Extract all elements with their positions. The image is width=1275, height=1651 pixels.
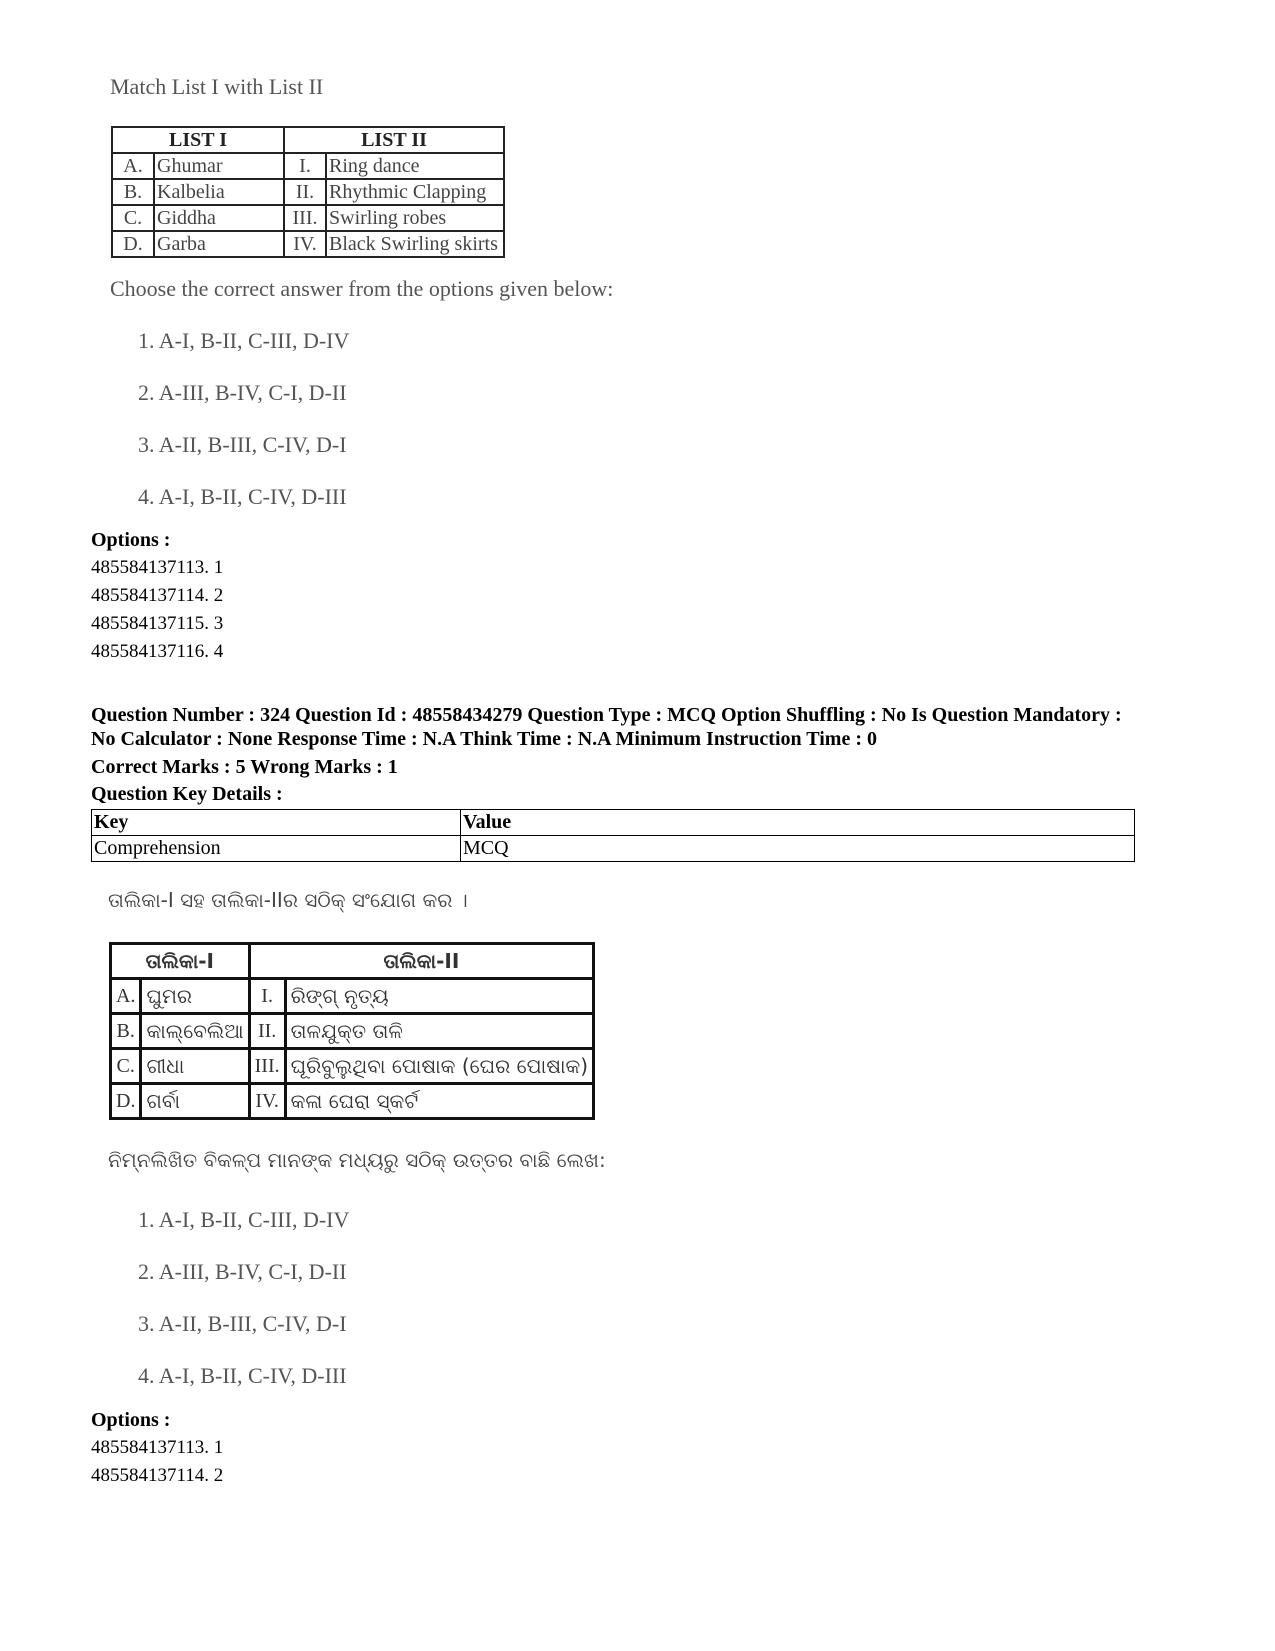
odia-list1-header: ତାଲିକା-I [111,944,250,979]
row-letter: D. [112,231,154,257]
key-header: Key [92,810,461,836]
table-row [111,979,594,1014]
q1-match-table [111,126,505,258]
table-row [112,205,504,231]
table-row [112,179,504,205]
q2-odia-intro: ତାଲିକା-I ସହ ତାଲିକା-IIର ସଠିକ୍ ସଂଯୋଗ କର । [108,888,468,912]
row-letter: D. [111,1084,141,1119]
value-header: Value [461,810,1135,836]
q2-answer-1: 1. A-I, B-II, C-III, D-IV [138,1207,350,1232]
list1-cell: କାଲ୍‌ବେଲିଆ [141,1014,249,1049]
q2-odia-choose-text: ନିମ୍ନଲିଖିତ ବିକଳ୍ପ ମାନଙ୍କ ମଧ୍ୟରୁ ସଠିକ୍ ଉତ୍ତର ବାଛି ଲେଖ: [108,1148,606,1172]
list2-cell: କଳା ଘେରା ସ୍କର୍ଟ [285,1084,594,1119]
table-row [111,1049,594,1084]
row-numeral: I. [249,979,285,1014]
row-letter: A. [111,979,141,1014]
row-numeral: IV. [249,1084,285,1119]
q1-answer-2: 2. A-III, B-IV, C-I, D-II [138,380,347,405]
row-numeral: III. [284,205,326,231]
q2-marks: Correct Marks : 5 Wrong Marks : 1 [91,756,398,778]
q1-choose-text: Choose the correct answer from the options given below: [110,276,614,301]
list2-cell: ତାଳଯୁକ୍ତ ତାଳି [285,1014,594,1049]
list2-cell: Ring dance [326,153,504,179]
row-letter: C. [111,1049,141,1084]
q1-option-3: 485584137115. 3 [91,613,224,634]
list2-cell: ରିଙ୍ଗ୍ ନୃତ୍ୟ [285,979,594,1014]
list1-cell: ଘୁମର [141,979,249,1014]
list1-cell: Kalbelia [154,179,284,205]
row-numeral: II. [249,1014,285,1049]
list2-header: LIST II [284,127,504,153]
list1-cell: Ghumar [154,153,284,179]
row-letter: B. [112,179,154,205]
q2-odia-match-table [109,942,595,1120]
list1-cell: ଗୀଧା [141,1049,249,1084]
list2-cell: Swirling robes [326,205,504,231]
q1-option-4: 485584137116. 4 [91,641,224,662]
list1-cell: Garba [154,231,284,257]
list2-cell: ଘୂରିବୁଲୁଥିବା ପୋଷାକ (ଘେର ପୋଷାକ) [285,1049,594,1084]
row-numeral: III. [249,1049,285,1084]
row-numeral: II. [284,179,326,205]
q1-options-label: Options : [91,529,171,551]
table-row [111,1014,594,1049]
key-cell: Comprehension [92,836,461,862]
q2-option-2: 485584137114. 2 [91,1465,224,1486]
list1-cell: ଗର୍ବା [141,1084,249,1119]
row-numeral: I. [284,153,326,179]
row-numeral: IV. [284,231,326,257]
q2-key-details-label: Question Key Details : [91,783,283,805]
q1-intro: Match List I with List II [110,74,324,99]
odia-list2-header: ତାଲିକା-II [249,944,593,979]
q2-option-1: 485584137113. 1 [91,1437,224,1458]
q1-answer-1: 1. A-I, B-II, C-III, D-IV [138,328,350,353]
q2-meta-line-1: Question Number : 324 Question Id : 48558434279 Question Type : MCQ Option Shuffling : No Is Question Mandatory : [91,704,1122,726]
table-row [112,153,504,179]
list2-cell: Black Swirling skirts [326,231,504,257]
value-cell: MCQ [461,836,1135,862]
key-details-table [91,809,1135,862]
q1-answer-3: 3. A-II, B-III, C-IV, D-I [138,432,347,457]
q2-answer-2: 2. A-III, B-IV, C-I, D-II [138,1259,347,1284]
row-letter: B. [111,1014,141,1049]
row-letter: A. [112,153,154,179]
row-letter: C. [112,205,154,231]
q1-answer-4: 4. A-I, B-II, C-IV, D-III [138,484,347,509]
table-row [112,231,504,257]
table-row [111,1084,594,1119]
q2-options-label: Options : [91,1409,171,1431]
q2-meta-line-2: No Calculator : None Response Time : N.A Think Time : N.A Minimum Instruction Time : 0 [91,728,877,750]
q2-answer-3: 3. A-II, B-III, C-IV, D-I [138,1311,347,1336]
list1-header: LIST I [112,127,284,153]
list2-cell: Rhythmic Clapping [326,179,504,205]
list1-cell: Giddha [154,205,284,231]
q1-option-1: 485584137113. 1 [91,557,224,578]
q2-answer-4: 4. A-I, B-II, C-IV, D-III [138,1363,347,1388]
q1-option-2: 485584137114. 2 [91,585,224,606]
